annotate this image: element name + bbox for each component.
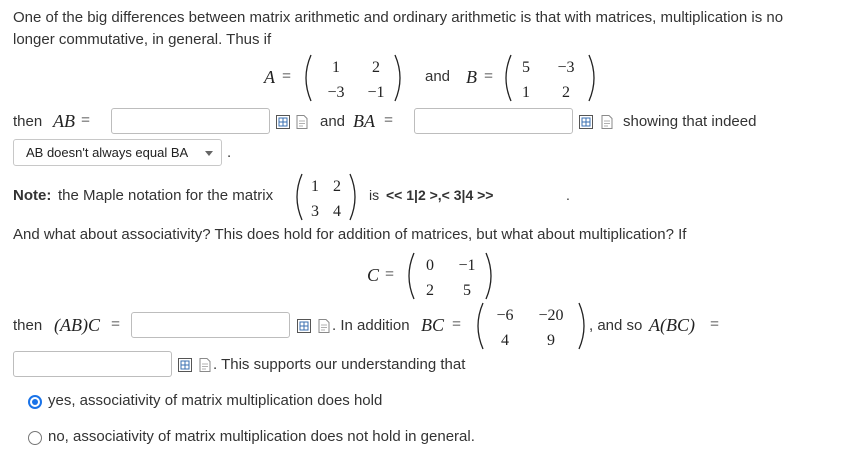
matrix-bc-cell: 4 [501, 332, 509, 349]
abc-expr: (AB)C [54, 315, 100, 335]
abc-answer-input[interactable] [131, 312, 290, 338]
preview-document-icon[interactable] [317, 319, 331, 333]
matrix-b [502, 53, 598, 103]
matrix-a-cell: 1 [332, 59, 340, 76]
maple-code: << 1|2 >,< 3|4 >> [386, 187, 494, 203]
preview-document-icon[interactable] [600, 115, 614, 129]
equals-sign: = [282, 68, 292, 85]
equals-sign: = [111, 316, 121, 333]
preview-document-icon[interactable] [295, 115, 309, 129]
option-no-label[interactable]: no, associativity of matrix multiplication does not hold in general. [48, 428, 475, 445]
note-matrix-cell: 4 [333, 203, 341, 220]
intro-line-1: One of the big differences between matrix arithmetic and ordinary arithmetic is that with matrices, multiplication is no [13, 9, 784, 26]
preview-document-icon[interactable] [198, 358, 212, 372]
matrix-a-cell: −1 [367, 84, 385, 101]
ab-answer-input[interactable] [111, 108, 270, 134]
equals-sign: = [384, 112, 394, 129]
then-label: then [13, 317, 43, 334]
radio-yes[interactable] [28, 395, 42, 409]
matrix-bc [474, 301, 588, 351]
note-suffix: . [566, 187, 570, 203]
matrix-c-cell: 5 [463, 282, 471, 299]
option-yes-label[interactable]: yes, associativity of matrix multiplication does hold [48, 392, 383, 409]
matrix-b-cell: 2 [562, 84, 570, 101]
equals-sign: = [710, 316, 720, 333]
matrix-bc-cell: 9 [547, 332, 555, 349]
radio-no[interactable] [28, 431, 42, 445]
note-is-prefix: is [369, 187, 380, 203]
note-label: Note: [13, 187, 52, 204]
associativity-question: And what about associativity? This does hold for addition of matrices, but what about multiplication? If [13, 226, 687, 243]
and-word: and [425, 68, 451, 85]
matrix-bc-cell: −6 [496, 307, 514, 324]
matrix-a-cell: 2 [372, 59, 380, 76]
chevron-down-icon [205, 151, 213, 156]
note-matrix [293, 172, 359, 222]
ab-expr: AB [53, 111, 75, 131]
matrix-c-cell: −1 [458, 257, 476, 274]
matrix-b-cell: 5 [522, 59, 530, 76]
in-addition-text: . In addition [332, 317, 410, 334]
matrix-c [405, 251, 495, 301]
intro-line-2: longer commutative, in general. Thus if [13, 31, 272, 48]
note-text: the Maple notation for the matrix [58, 187, 274, 204]
dropdown-period: . [227, 144, 232, 161]
equals-sign: = [385, 266, 395, 283]
and-so-text: , and so [589, 317, 643, 334]
matrix-c-name: C [367, 265, 380, 285]
matrix-palette-icon[interactable] [178, 358, 192, 372]
supports-text: . This supports our understanding that [213, 356, 466, 373]
a-bc-expr: A(BC) [649, 315, 695, 335]
ba-answer-input[interactable] [414, 108, 573, 134]
ba-expr: BA [353, 111, 375, 131]
equals-sign: = [452, 316, 462, 333]
note-matrix-cell: 2 [333, 178, 341, 195]
showing-text: showing that indeed [623, 113, 757, 130]
matrix-a [302, 53, 404, 103]
matrix-a-name: A [264, 67, 275, 87]
commutativity-dropdown[interactable] [13, 139, 222, 166]
matrix-palette-icon[interactable] [297, 319, 311, 333]
equals-sign: = [81, 112, 91, 129]
matrix-a-cell: −3 [327, 84, 345, 101]
and-word: and [320, 113, 346, 130]
matrix-b-cell: −3 [557, 59, 575, 76]
note-matrix-cell: 3 [311, 203, 319, 220]
bc-expr: BC [421, 315, 445, 335]
matrix-bc-cell: −20 [538, 307, 564, 324]
equals-sign: = [484, 68, 494, 85]
matrix-b-cell: 1 [522, 84, 530, 101]
note-matrix-cell: 1 [311, 178, 319, 195]
matrix-b-name: B [466, 67, 477, 87]
a-bc-answer-input[interactable] [13, 351, 172, 377]
dropdown-selected-value: AB doesn't always equal BA [26, 145, 189, 160]
matrix-c-cell: 0 [426, 257, 434, 274]
matrix-palette-icon[interactable] [579, 115, 593, 129]
matrix-palette-icon[interactable] [276, 115, 290, 129]
matrix-c-cell: 2 [426, 282, 434, 299]
then-label: then [13, 113, 43, 130]
